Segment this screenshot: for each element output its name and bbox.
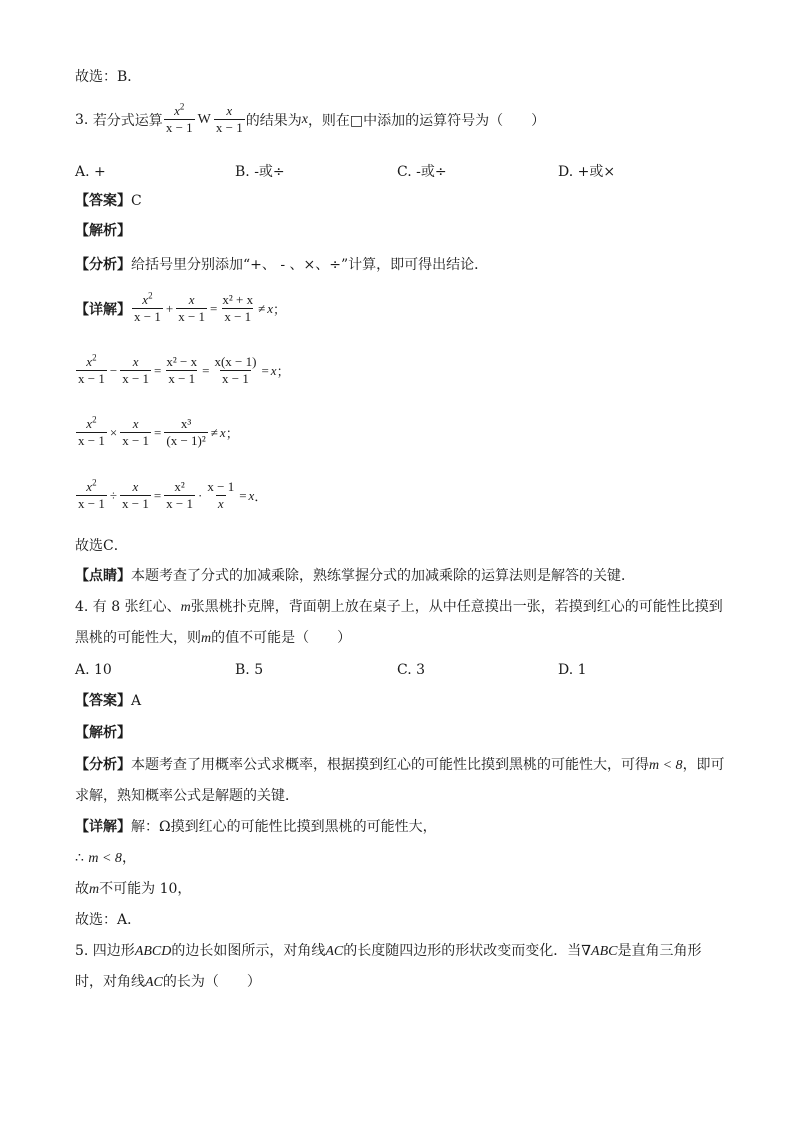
equation-divide: $\frac{x^2}{x - 1}$ ÷ $\frac{x}{x - 1}$ = $\frac{\text{x²}}{x - 1}$ · $\frac{x - 1}{x}$ = x ． (78, 477, 268, 511)
equation-add: 【详解】 $\frac{x^2}{x - 1}$ + $\frac{x}{x - 1}$ = $\frac{\text{x² + x}}{x - 1}$ ≠ x ； (75, 290, 287, 324)
question-4-stem-line1: 4. 有 8 张红心、m张黑桃扑克牌，背面朝上放在桌子上，从中任意摸出一张，若摸到红心的可能性比摸到 (75, 599, 723, 615)
q3-result: 故选C． (75, 538, 128, 554)
option-a: A. + (75, 164, 106, 180)
equation-multiply: $\frac{x^2}{x - 1}$ × $\frac{x}{x - 1}$ = $\frac{\text{x³}}{\text{(x − 1)²}}$ ≠ x ； (78, 414, 239, 448)
therefore-line: ∴ m < 8， (75, 850, 136, 866)
option-d: D. 1 (558, 662, 587, 678)
question-5-stem-line1: 5. 四边形ABCD的边长如图所示，对角线AC的长度随四边形的形状改变而变化．当∇ABC是直角三角形 (75, 943, 702, 959)
q3-comment: 【点睛】本题考查了分式的加减乘除，熟练掌握分式的加减乘除的运算法则是解答的关键． (75, 568, 635, 584)
q4-result: 故选：A． (75, 912, 142, 928)
question-5-stem-line2: 时，对角线AC的长为（ ） (75, 974, 261, 990)
option-c: C. 3 (397, 662, 426, 678)
option-b: B. 5 (235, 662, 264, 678)
previous-result: 故选：B． (75, 69, 142, 85)
analysis-tag: 【解析】 (75, 223, 131, 239)
equation-subtract: $\frac{x^2}{x - 1}$ − $\frac{x}{x - 1}$ = $\frac{\text{x² − x}}{x - 1}$ = $\frac{x(x - 1)}{x - 1}$ = x ； (78, 352, 290, 386)
analysis-text-line2: 求解，熟知概率公式是解题的关键． (75, 788, 299, 804)
operator-box: W (197, 111, 211, 127)
detail-line: 【详解】解：Ω摸到红心的可能性比摸到黑桃的可能性大， (75, 819, 437, 835)
option-d: D. +或× (558, 164, 616, 180)
fraction: $\frac{x}{x - 1}$ (215, 103, 243, 135)
fraction: $\frac{x^2}{x - 1}$ (165, 101, 193, 135)
analysis-tag: 【解析】 (75, 725, 131, 741)
option-c: C. -或÷ (397, 164, 447, 180)
option-a: A. 10 (75, 662, 112, 678)
conclusion-line: 故m不可能为 10， (75, 881, 192, 897)
analysis-text-line1: 【分析】本题考查了用概率公式求概率，根据摸到红心的可能性比摸到黑桃的可能性大，可得m < 8，即可 (75, 757, 725, 773)
option-b: B. -或÷ (235, 164, 285, 180)
answer-line: 【答案】A (75, 693, 142, 709)
question-3-stem: 3. 若分式运算 $\frac{x^2}{x - 1}$ W $\frac{x}{x - 1}$ 的结果为 x ，则在□中添加的运算符号为（ ） (75, 101, 546, 135)
question-4-stem-line2: 黑桃的可能性大，则m的值不可能是（ ） (75, 630, 352, 646)
analysis-text: 【分析】给括号里分别添加“+、 - 、×、÷”计算，即可得出结论． (75, 257, 489, 273)
answer-line: 【答案】C (75, 193, 142, 209)
